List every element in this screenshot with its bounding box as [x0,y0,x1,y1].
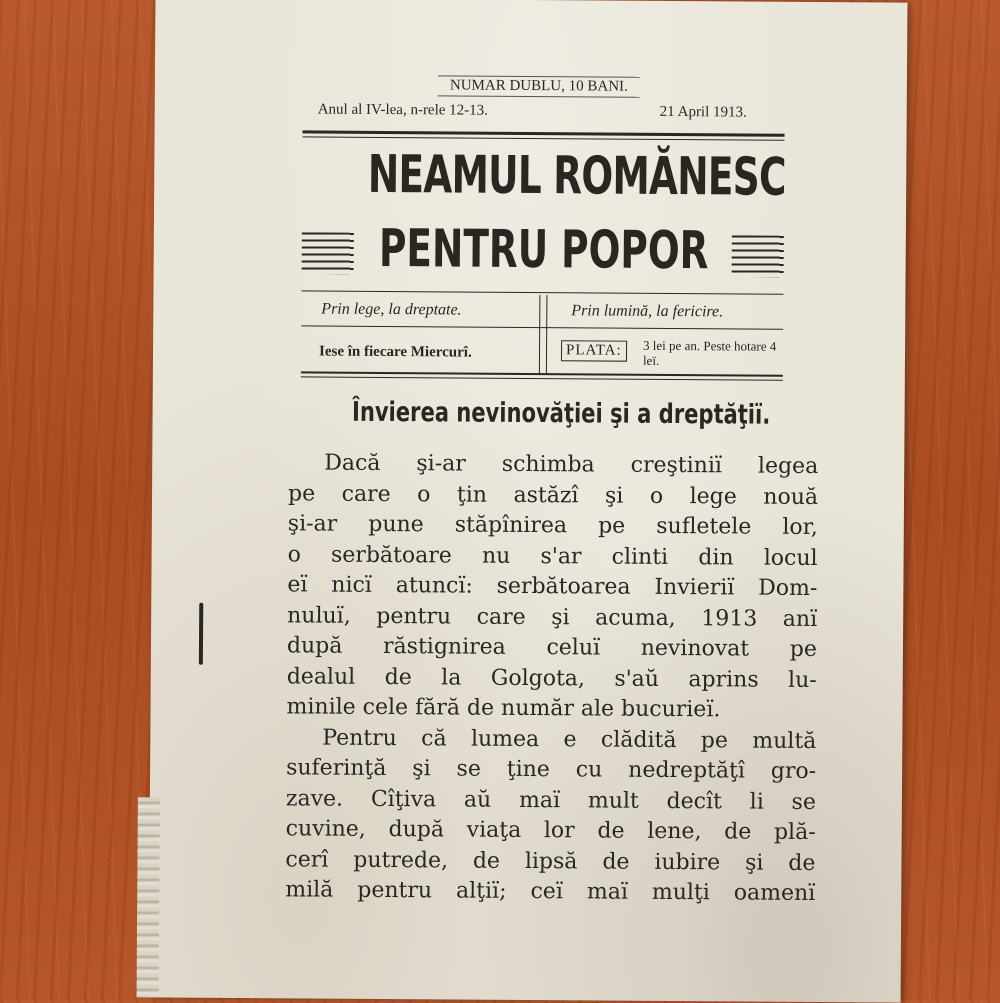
article-line: minile cele fără de număr ale bucurieï. [286,694,721,723]
article-line: zave. Cîţiva aŭ maï mult decît li se [285,785,816,815]
article-line: cuvine, după viaţa lor de lene, de plă- [285,816,816,846]
article-line: Dacă şi-ar schimba creştiniï legea [324,450,819,480]
masthead-title-line2: PENTRU POPOR [378,218,709,282]
masthead-bottom-rule-thin [301,376,783,380]
article-line: milă pentru alţiï; ceï maï mulţi oamenï [285,877,816,907]
article-line: suferinţă şi se ţine cu nedreptăţî gro- [286,755,817,785]
motto-right: Prin lumină, la fericire. [571,302,724,321]
issue-date: 21 April 1913. [659,103,747,121]
article-line: cerî putrede, de lipsă de iubire şi de [285,846,816,876]
article-line: nuluï, pentru care şi acuma, 1913 anï [287,602,818,632]
newspaper-page [149,0,908,1003]
masthead-top-rule-thin [303,136,785,140]
issue-number: Anul al IV-lea, n-rele 12-13. [317,101,489,119]
article-line: şi-ar pune stăpînirea pe sufletele lor, [287,511,818,541]
page-content [149,0,908,1003]
masthead-title-line1: NEAMUL ROMĂNESC [367,144,786,208]
article-line: dealul de la Golgota, s'aŭ aprins lu- [286,663,817,693]
price-line: NUMAR DUBLU, 10 BANI. [438,75,640,97]
article-line: pe care o ţin astăzî şi o lege nouă [287,480,819,510]
publication-schedule: Iese în fiecare Miercurî. [318,343,472,361]
article-headline: Învierea nevinovăţiei şi a dreptăţiï. [351,396,771,431]
motto-left: Prin lege, la dreptate. [321,300,462,319]
article-body [285,448,818,909]
masthead-top-rule [303,130,785,136]
article-line: eï nicï atuncï: serbătoarea Invieriï Dom- [287,572,818,602]
plata-label: PLATA: [561,340,627,361]
column-separator [539,295,548,373]
article-line: Pentru că lumea e clădită pe multă [322,725,817,754]
article-line: o serbătoare nu s'ar clinti din locul [287,541,818,571]
hatch-ornament-right [732,235,784,277]
hatch-ornament-left [302,232,354,274]
article-line: după răstignirea celuï nevinovat pe [286,633,818,663]
subscription-price: 3 lei pe an. Peste hotare 4 leï. [642,337,777,368]
